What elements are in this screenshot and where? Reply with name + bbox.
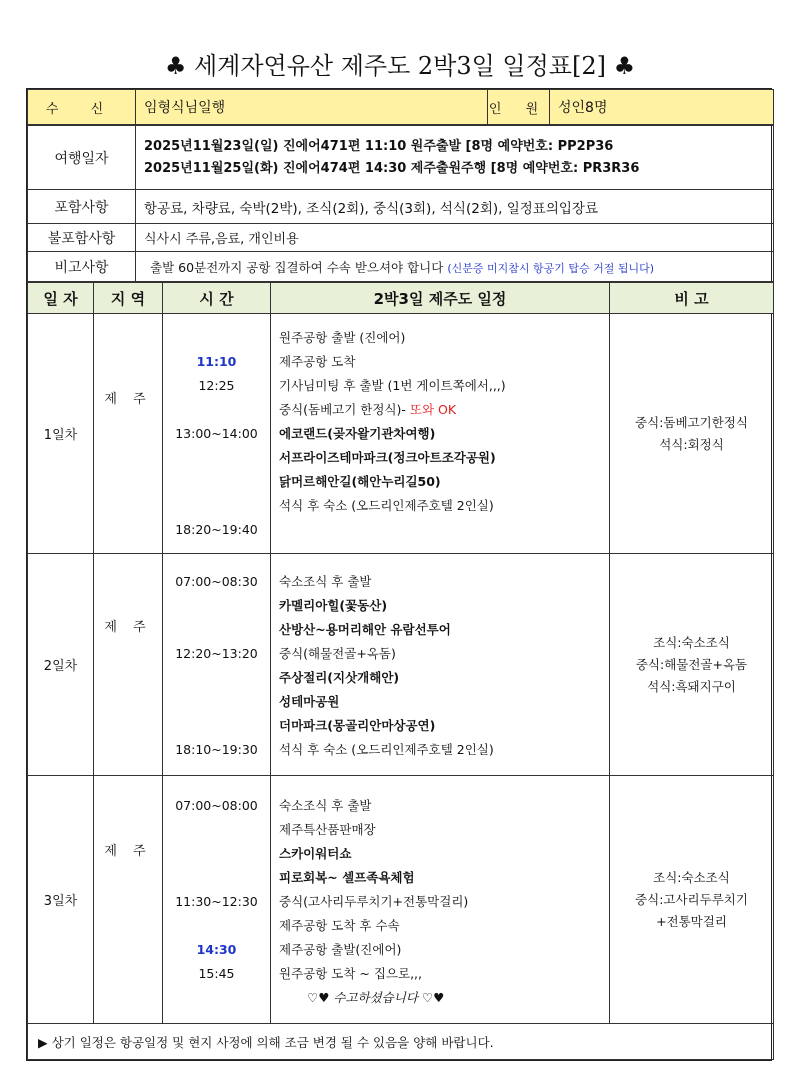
sched-1-1: 원주공항 출발 (진에어)	[279, 330, 406, 345]
time-2-3: 12:20~13:20	[175, 646, 258, 661]
note-3-2: +전통막걸리	[656, 913, 727, 929]
sched-1-3: 기사님미팅 후 출발 (1번 게이트쪽에서,,,)	[279, 378, 506, 393]
time-1-8: 18:20~19:40	[175, 522, 258, 537]
sched-1-4: 중식(돔베고기 한정식)-	[279, 402, 406, 417]
time-1-4: 13:00~14:00	[175, 426, 258, 441]
time-3-6: 14:30	[196, 942, 237, 957]
time-2-0: 07:00~08:30	[175, 574, 258, 589]
sched-1-5: 에코랜드(곶자왈기관차여행)	[279, 426, 436, 441]
sched-3-4: 중식(고사리두루치기+전통막걸리)	[279, 894, 469, 909]
col-note: 비 고	[610, 283, 774, 314]
sched-3-2: 스카이워터쇼	[279, 846, 352, 861]
dates-label: 여행일자	[28, 126, 136, 190]
sched-3-5: 제주공항 도착 후 수속	[279, 918, 400, 933]
day-row-1	[28, 314, 774, 554]
region: 제 주	[94, 554, 163, 776]
sched-1-4-extra: 또와 OK	[409, 402, 457, 417]
region: 제 주	[94, 776, 163, 1024]
day-label: 2일차	[28, 554, 94, 776]
col-time: 시 간	[163, 283, 271, 314]
sched-1-6: 서프라이즈테마파크(정크아트조각공원)	[279, 450, 496, 465]
sched-2-6: 더마파크(몽골리안마상공연)	[279, 718, 436, 733]
included-label: 포함사항	[28, 190, 136, 224]
col-region: 지 역	[94, 283, 163, 314]
note-1-0: 중식:돔베고기한정식	[635, 414, 748, 430]
people-label: 인 원	[488, 90, 550, 125]
footer-row	[28, 1024, 774, 1060]
column-header-row	[28, 283, 774, 314]
recipient-label: 수 신	[28, 90, 136, 125]
page-title: ♣ 세계자연유산 제주도 2박3일 일정표[2] ♣	[164, 52, 636, 80]
day-row-3	[28, 776, 774, 1024]
excluded-label: 불포함사항	[28, 224, 136, 252]
sched-3-3: 피로회복~ 셀프족욕체험	[279, 870, 415, 885]
note-1-1: 석식:회정식	[659, 436, 724, 452]
date-line-2: 2025년11월25일(화) 진에어474편 14:30 제주출원주행 [8명 예약번호: PR3R36	[144, 160, 640, 176]
sched-3-7: 원주공항 도착 ~ 집으로,,,	[279, 966, 422, 981]
time-2-7: 18:10~19:30	[175, 742, 258, 757]
note-2-2: 석식:흑돼지구이	[647, 678, 736, 694]
time-3-4: 11:30~12:30	[175, 894, 258, 909]
note-2-0: 조식:숙소조식	[653, 634, 730, 650]
included-row	[28, 190, 774, 224]
people-value: 성인8명	[550, 90, 774, 125]
col-schedule: 2박3일 제주도 일정	[271, 283, 610, 314]
remarks-label: 비고사항	[28, 252, 136, 282]
sched-3-1: 제주특산품판매장	[279, 822, 376, 837]
time-1-1: 11:10	[196, 354, 237, 369]
dates-row	[28, 126, 774, 190]
sched-3-6: 제주공항 출발(진에어)	[279, 942, 402, 957]
day-label: 1일차	[28, 314, 94, 554]
excluded-row	[28, 224, 774, 252]
included-value: 항공료, 차량료, 숙박(2박), 조식(2회), 중식(3회), 석식(2회), 일정표의입장료	[136, 190, 774, 224]
remarks-value: 출발 60분전까지 공항 집결하여 수속 받으셔야 합니다	[150, 259, 444, 275]
col-day: 일 자	[28, 283, 94, 314]
note-2-1: 중식:해물전골+옥돔	[635, 656, 748, 672]
sched-2-7: 석식 후 숙소 (오드리인제주호텔 2인실)	[279, 742, 494, 757]
recipient-value: 임형식님일행	[136, 90, 488, 125]
time-1-2: 12:25	[198, 378, 235, 393]
excluded-value: 식사시 주류,음료, 개인비용	[136, 224, 774, 252]
recipient-row	[28, 90, 774, 125]
sched-2-2: 산방산~용머리해안 유람선투어	[279, 622, 451, 637]
sched-1-8: 석식 후 숙소 (오드리인제주호텔 2인실)	[279, 498, 494, 513]
closing-message: ♡♥ 수고하셨습니다 ♡♥	[307, 990, 445, 1005]
sched-1-7: 닭머르해안길(해안누리길50)	[279, 474, 441, 489]
sched-3-0: 숙소조식 후 출발	[279, 798, 372, 813]
time-3-7: 15:45	[198, 966, 235, 981]
note-3-0: 조식:숙소조식	[653, 869, 730, 885]
day-label: 3일차	[28, 776, 94, 1024]
footer-note: ▶ 상기 일정은 항공일정 및 현지 사정에 의해 조금 변경 될 수 있음을 양해 바랍니다.	[28, 1024, 774, 1060]
sched-2-4: 주상절리(지삿개해안)	[279, 670, 400, 685]
sched-1-2: 제주공항 도착	[279, 354, 356, 369]
time-3-0: 07:00~08:00	[175, 798, 258, 813]
sched-2-0: 숙소조식 후 출발	[279, 574, 372, 589]
note-3-1: 중식:고사리두루치기	[635, 891, 748, 907]
sched-2-3: 중식(해물전골+옥돔)	[279, 646, 396, 661]
region: 제 주	[94, 314, 163, 554]
remarks-row	[28, 252, 774, 282]
sched-2-5: 성테마공원	[279, 694, 340, 709]
itinerary-table	[26, 88, 772, 1061]
remarks-note: (신분증 미지참시 항공기 탑승 거절 됩니다)	[447, 261, 655, 275]
day-row-2	[28, 554, 774, 776]
date-line-1: 2025년11월23일(일) 진에어471편 11:10 원주출발 [8명 예약번호: PP2P36	[144, 138, 614, 154]
sched-2-1: 카멜리아힐(꽃동산)	[279, 598, 388, 613]
